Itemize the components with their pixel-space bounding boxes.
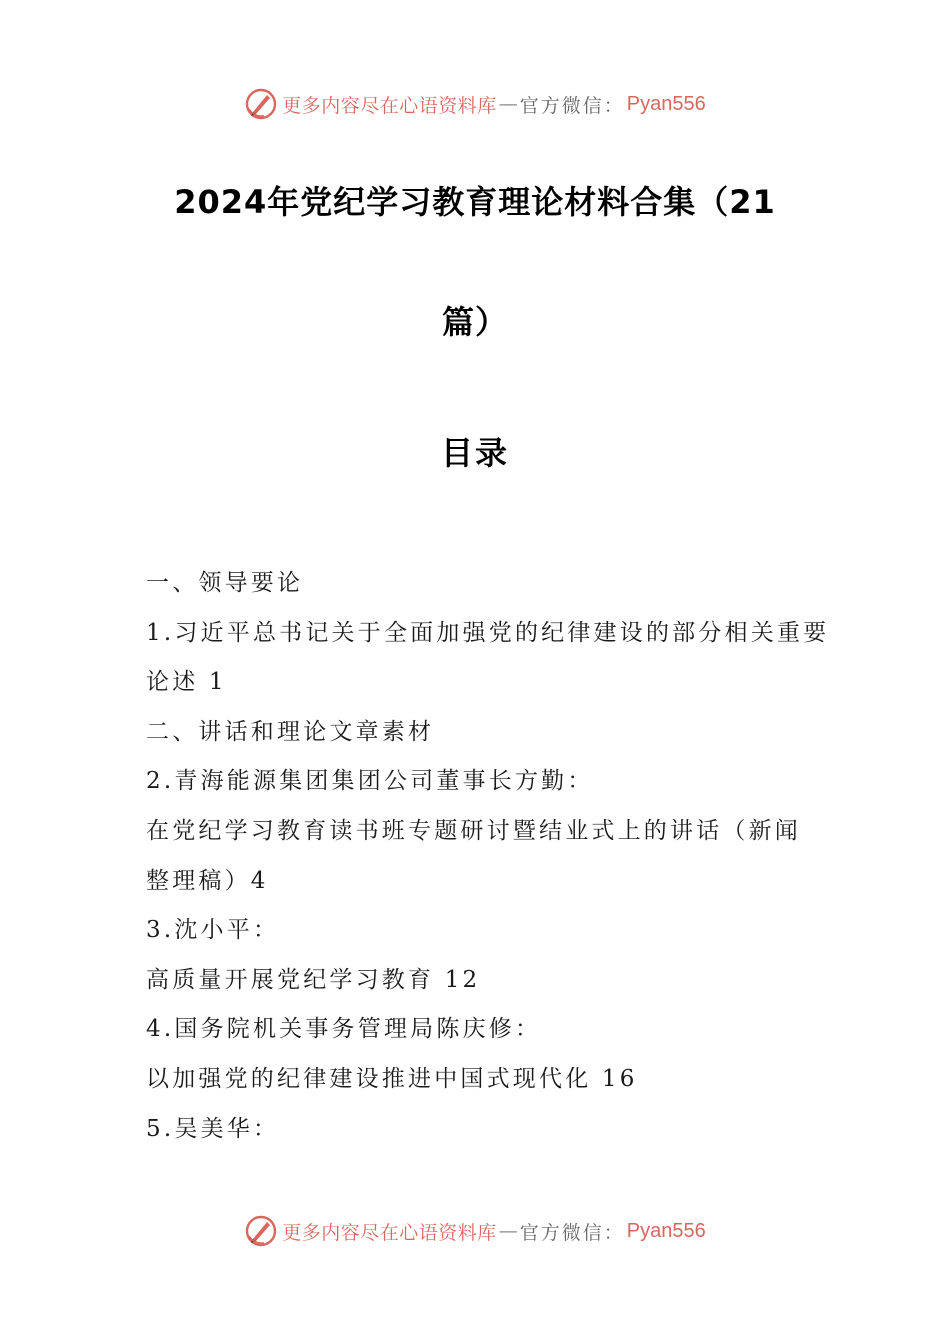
banner-contact-label: 官方微信： <box>519 94 625 117</box>
toc-line: 二、讲话和理论文章素材 <box>146 718 435 745</box>
banner-dash: — <box>498 1220 518 1242</box>
banner-wechat-id: Pyan556 <box>626 92 706 115</box>
table-of-contents <box>146 565 830 1160</box>
toc-line: 2.青海能源集团集团公司董事长方勤： <box>146 768 594 795</box>
toc-line: 在党纪学习教育读书班专题研讨暨结业式上的讲话（新闻 <box>146 817 801 844</box>
header-watermark-banner <box>0 84 950 124</box>
pen-logo-icon <box>244 1214 278 1248</box>
document-title-line-2: 篇） <box>441 303 508 341</box>
banner-contact-label: 官方微信： <box>519 1221 625 1244</box>
toc-line: 4.国务院机关事务管理局陈庆修： <box>146 1016 542 1043</box>
toc-line: 一、领导要论 <box>146 570 304 596</box>
pen-logo-icon <box>244 87 278 121</box>
toc-line: 3.沈小平： <box>146 917 280 944</box>
toc-line: 整理稿）4 <box>146 867 269 894</box>
banner-wechat-id: Pyan556 <box>626 1219 706 1242</box>
toc-line: 5.吴美华： <box>146 1115 280 1142</box>
toc-heading: 目录 <box>440 434 509 472</box>
toc-line: 高质量开展党纪学习教育 12 <box>146 966 481 993</box>
toc-line: 1.习近平总书记关于全面加强党的纪律建设的部分相关重要 <box>146 619 830 646</box>
footer-watermark-banner <box>0 1211 950 1251</box>
toc-line: 论述 1 <box>146 669 227 696</box>
banner-dash: — <box>498 93 518 115</box>
banner-brand-text: 更多内容尽在心语资料库 <box>282 94 497 117</box>
document-title-line-1: 2024年党纪学习教育理论材料合集（21 <box>174 183 776 221</box>
banner-brand-text: 更多内容尽在心语资料库 <box>282 1221 497 1244</box>
toc-line: 以加强党的纪律建设推进中国式现代化 16 <box>146 1065 638 1092</box>
